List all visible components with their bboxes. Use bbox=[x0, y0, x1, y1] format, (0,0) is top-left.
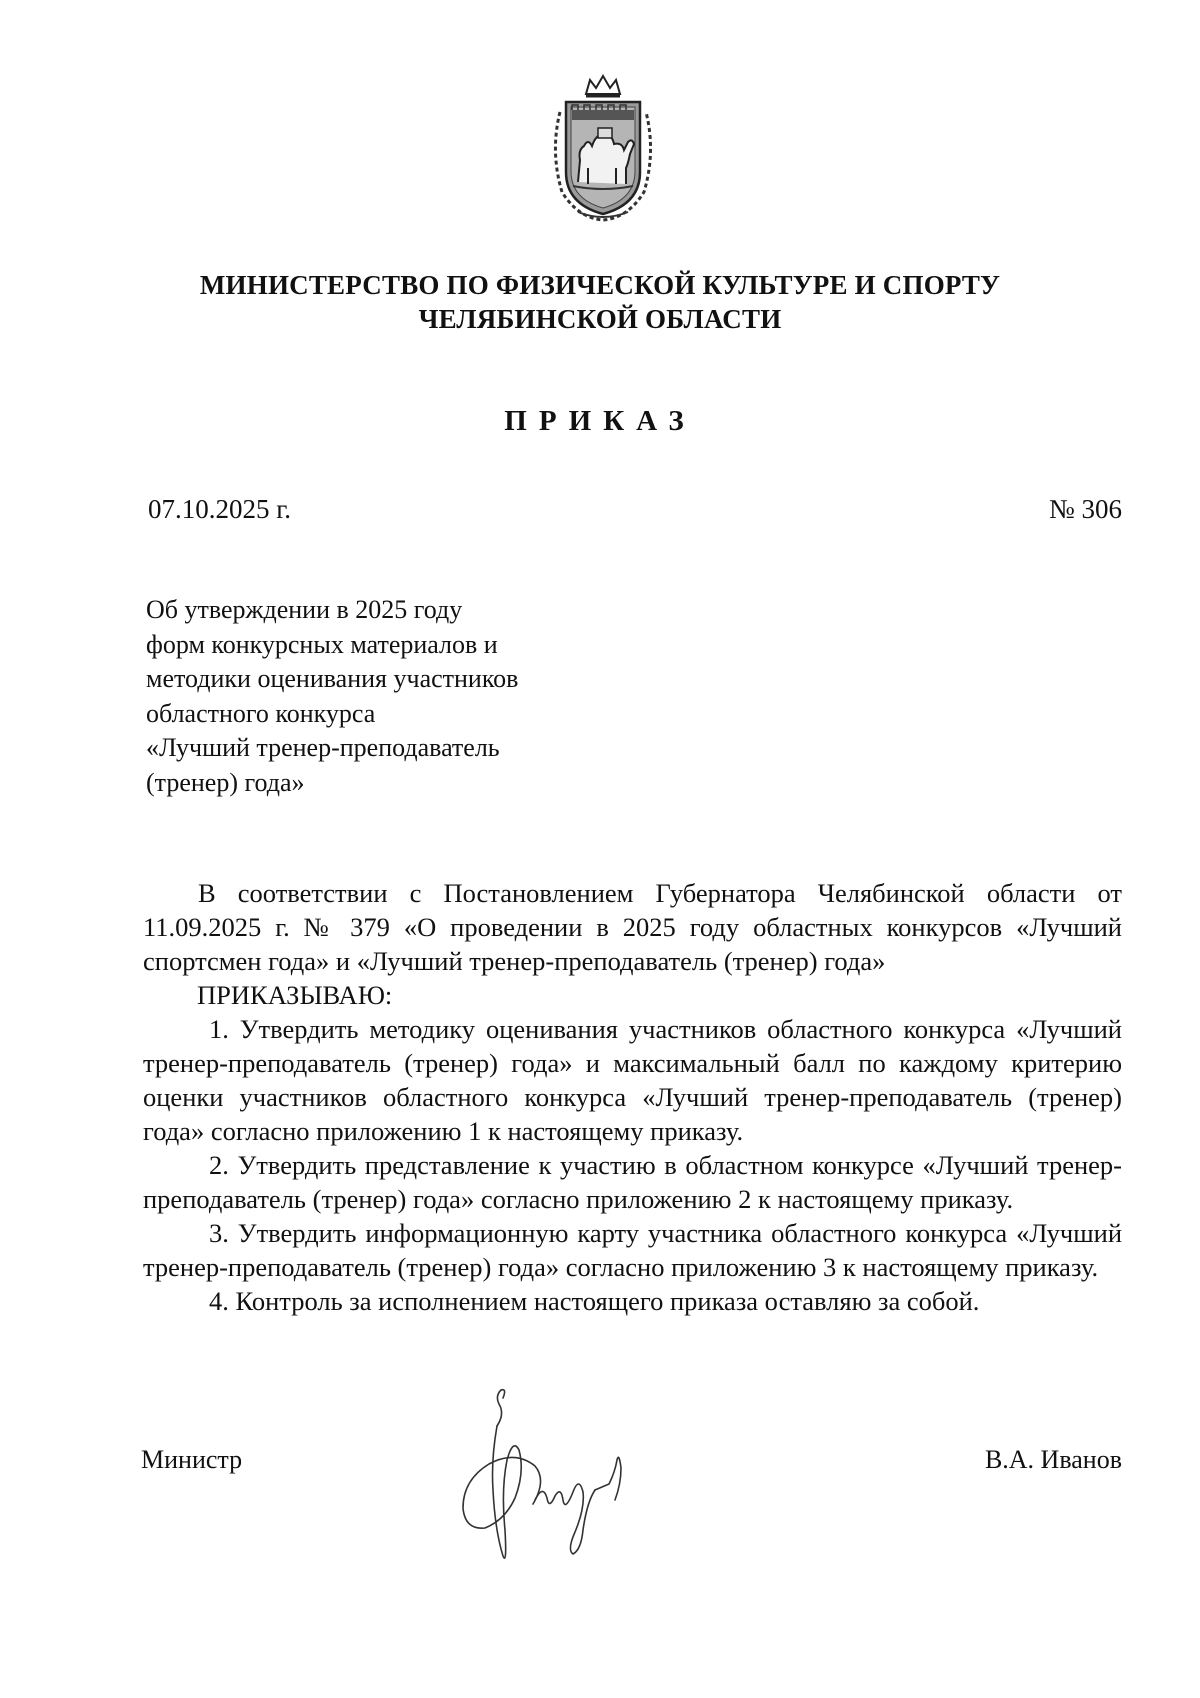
subject-line: «Лучший тренер-преподаватель bbox=[146, 733, 500, 762]
subject-line: форм конкурсных материалов и bbox=[146, 629, 498, 659]
ministry-name-line1: МИНИСТЕРСТВО ПО ФИЗИЧЕСКОЙ КУЛЬТУРЕ И СПОРТУ bbox=[199, 270, 1001, 300]
order-date: 07.10.2025 г. bbox=[148, 494, 292, 524]
handwritten-signature-icon bbox=[455, 1380, 675, 1580]
signatory-title: Министр bbox=[141, 1445, 243, 1474]
subject-line: областного конкурса bbox=[146, 698, 376, 728]
preamble-paragraph: В соответствии с Постановлением Губернатора Челябинской области от 11.09.2025 г. № 379 «О проведении в 2025 году областных конкурсов «Лучший спортсмен года» и «Лучший тренер-преподаватель (тренер) года» bbox=[143, 878, 1122, 976]
order-number: № 306 bbox=[1048, 494, 1122, 524]
subject-line: методики оценивания участников bbox=[146, 664, 519, 693]
order-item-2: 2. Утвердить представление к участию в областном конкурсе «Лучший тренер-преподаватель (тренер) года» согласно приложению 2 к настоящему приказу. bbox=[143, 1150, 1122, 1214]
subject-line: (тренер) года» bbox=[146, 767, 305, 797]
signatory-name: В.А. Иванов bbox=[984, 1445, 1122, 1474]
order-item-4: 4. Контроль за исполнением настоящего приказа оставляю за собой. bbox=[209, 1286, 980, 1316]
order-item-1: 1. Утвердить методику оценивания участников областного конкурса «Лучший тренер-преподаватель (тренер) года» и максимальный балл по каждому критерию оценки участников областного конкурса «Лучший тренер-преподаватель (тренер) года» согласно приложению 1 к настоящему приказу. bbox=[143, 1014, 1122, 1146]
order-word: ПРИКАЗЫВАЮ: bbox=[197, 980, 393, 1010]
document-type-title: ПРИКАЗ bbox=[504, 405, 696, 437]
order-subject bbox=[146, 593, 706, 800]
subject-line: Об утверждении в 2025 году bbox=[146, 595, 463, 624]
coat-of-arms-icon bbox=[548, 72, 658, 222]
ministry-name-line2: ЧЕЛЯБИНСКОЙ ОБЛАСТИ bbox=[418, 304, 782, 334]
order-item-3: 3. Утвердить информационную карту участника областного конкурса «Лучший тренер-преподаватель (тренер) года» согласно приложению 3 к настоящему приказу. bbox=[143, 1218, 1122, 1282]
order-body bbox=[143, 876, 1122, 1318]
